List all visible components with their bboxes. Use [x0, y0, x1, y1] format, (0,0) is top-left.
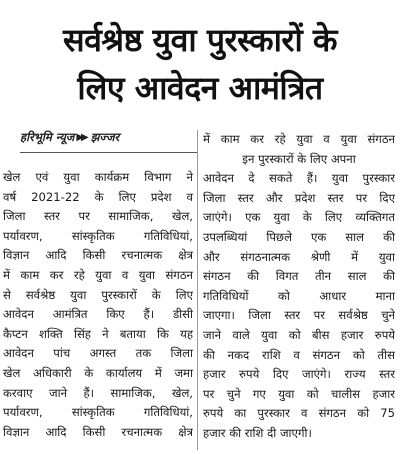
text-line: जाएंगे। एक युवा के लिए व्यक्तिगत	[203, 210, 395, 225]
text-line: आवेदन आमंत्रित किए हैं। डीसी	[3, 307, 193, 322]
text-line: पर्यावरण, सांस्कृतिक गतिविधियां,	[3, 228, 193, 243]
text-line: हजार की राशि दी जाएगी।	[203, 425, 312, 440]
column-divider	[197, 130, 198, 450]
text-line: इन पुरस्कारों के लिए अपना	[242, 151, 356, 166]
text-line: जिला स्तर और प्रदेश स्तर पर दिए	[203, 190, 395, 205]
text-line: से सर्वश्रेष्ठ युवा पुरस्कारों के लिए	[3, 287, 193, 302]
text-line: विज्ञान आदि किसी रचनात्मक क्षेत्र	[3, 424, 193, 439]
text-line: उपलब्धियां पिछले एक साल की	[203, 229, 395, 244]
byline-rule	[20, 152, 198, 153]
text-line: करवाए जाने हैं। सामाजिक, खेल,	[3, 385, 193, 400]
text-line: विज्ञान आदि किसी रचनात्मक क्षेत्र	[3, 248, 193, 263]
text-line: की नकद राशि व संगठन को तीस	[203, 347, 395, 362]
text-line: गतिविधियों को आधार माना	[203, 288, 395, 303]
headline-line-2: लिए आवेदन आमंत्रित	[77, 69, 323, 107]
text-line: रुपये का पुरस्कार व संगठन को 75	[203, 406, 395, 421]
article-column-left	[3, 168, 193, 442]
text-line: आवेदन पांच अगस्त तक जिला	[3, 346, 193, 361]
text-line: में काम कर रहे युवा व युवा संगठन	[3, 267, 193, 282]
text-line: आवेदन दे सकते हैं। युवा पुरस्कार	[203, 171, 395, 186]
text-line: खेल एवं युवा कार्यक्रम विभाग ने	[3, 170, 193, 184]
text-line: जिला स्तर पर सामाजिक, खेल,	[3, 209, 193, 224]
text-line: पर चुने गए युवा को चालीस हजार	[203, 386, 395, 401]
byline-place: झज्जर	[90, 130, 120, 144]
byline	[20, 130, 198, 145]
text-line: कैप्टन शक्ति सिंह ने बताया कि यह	[3, 326, 193, 341]
text-line: जाने वाले युवा को बीस हजार रुपये	[203, 327, 395, 342]
text-line: वर्ष 2021-22 के लिए प्रदेश व	[3, 189, 193, 204]
text-line: खेल अधिकारी के कार्यालय में जमा	[3, 365, 193, 380]
text-line: में काम कर रहे युवा व युवा संगठन	[203, 132, 395, 146]
text-line: हजार रुपये दिए जाएंगे। राज्य स्तर	[203, 367, 395, 382]
byline-source: हरिभूमि न्यूज	[20, 130, 75, 144]
byline-arrows-icon: ▶▶	[76, 132, 86, 143]
text-line: पर्यावरण, सांस्कृतिक गतिविधियां,	[3, 405, 193, 420]
headline-line-1: सर्वश्रेष्ठ युवा पुरस्कारों के	[62, 21, 338, 59]
text-line: जाएगा। जिला स्तर पर सर्वश्रेष्ठ चुने	[203, 308, 395, 323]
text-line: और संगठनात्मक श्रेणी में युवा	[203, 249, 395, 264]
text-line: संगठन की विगत तीन साल की	[203, 269, 395, 284]
article-column-right	[203, 130, 395, 444]
